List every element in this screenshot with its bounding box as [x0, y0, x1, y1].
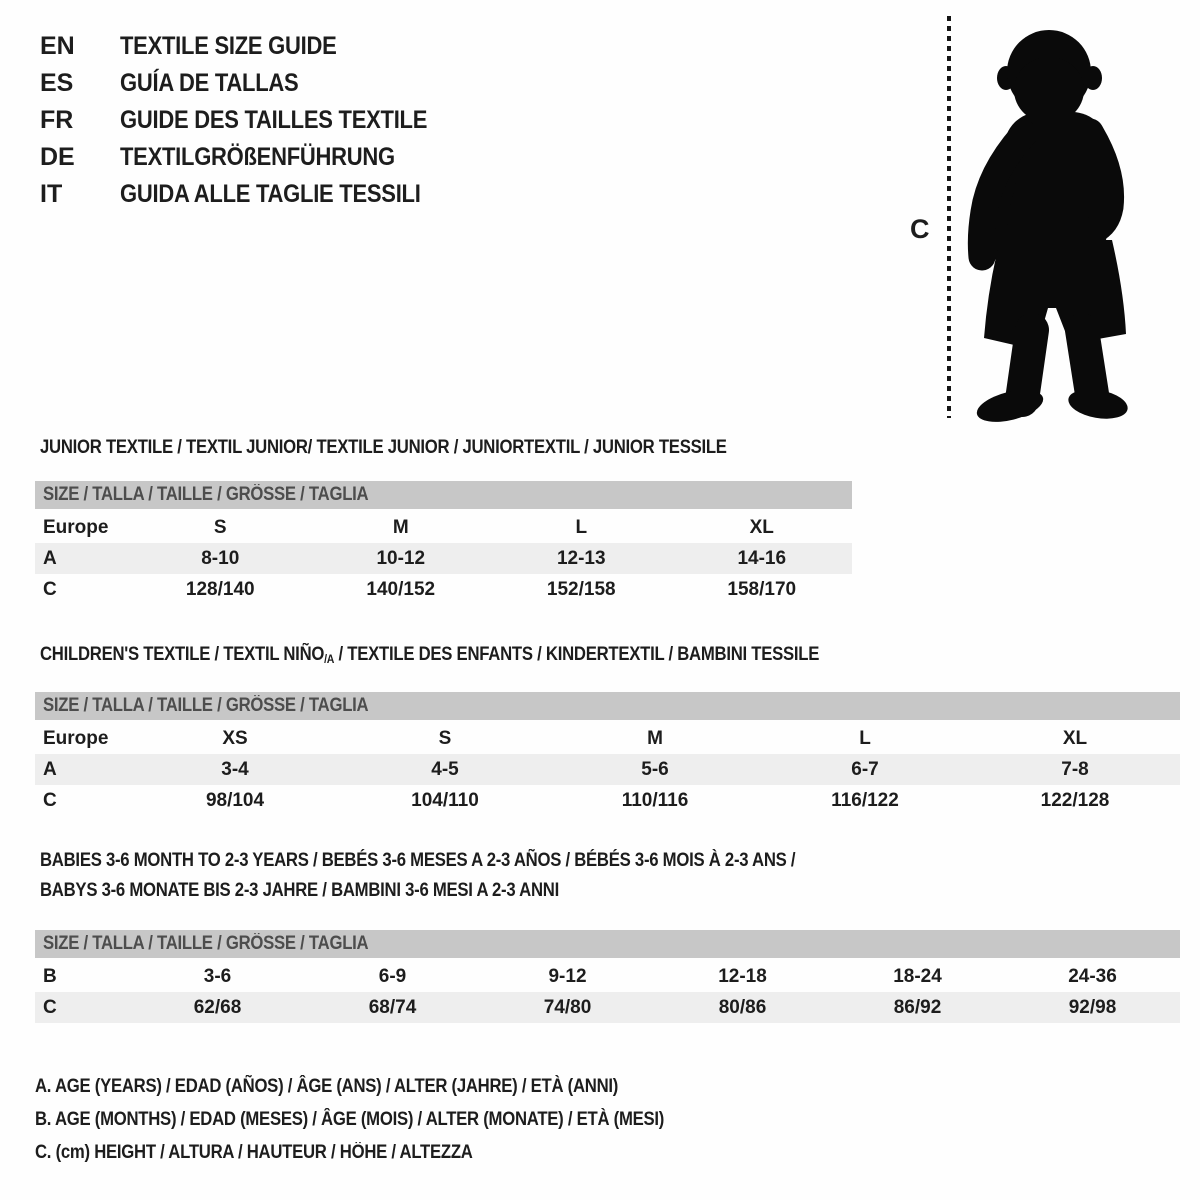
age-months-value: 6-9 — [378, 965, 407, 987]
height-value: 92/98 — [1068, 996, 1117, 1018]
height-value: 116/122 — [831, 789, 899, 811]
age-value: 10-12 — [376, 547, 426, 569]
row-label: A — [43, 758, 57, 780]
junior-size-header-bar: SIZE / TALLA / TAILLE / GRÖSSE / TAGLIA — [35, 481, 852, 509]
height-value: 140/152 — [366, 578, 436, 600]
height-value: 152/158 — [546, 578, 616, 600]
legend-line-c: C. (cm) HEIGHT / ALTURA / HAUTEUR / HÖHE / ALTEZZA — [35, 1142, 473, 1163]
height-value: 128/140 — [185, 578, 255, 600]
height-label: C — [910, 214, 930, 244]
babies-section-heading: BABIES 3-6 MONTH TO 2-3 YEARS / BEBÉS 3-6 MESES A 2-3 AÑOS / BÉBÉS 3-6 MOIS À 2-3 ANS / BABYS 3-6 MONATE BIS 2-3 JAHRE / BAMBINI 3-6 MESI A 2-3 ANNI — [40, 850, 796, 901]
age-months-value: 12-18 — [718, 965, 767, 987]
babies-textile-section — [35, 846, 1180, 1023]
row-label: C — [43, 996, 57, 1018]
height-dashed-line — [947, 16, 951, 418]
table-row — [35, 754, 1180, 785]
language-row-fr — [40, 102, 469, 139]
age-value: 14-16 — [737, 547, 787, 569]
junior-section-heading: JUNIOR TEXTILE / TEXTIL JUNIOR/ TEXTILE JUNIOR / JUNIORTEXTIL / JUNIOR TESSILE — [40, 437, 727, 458]
table-row — [35, 961, 1180, 992]
legend-line-b: B. AGE (MONTHS) / EDAD (MESES) / ÂGE (MOIS) / ALTER (MONATE) / ETÀ (MESI) — [35, 1109, 665, 1130]
babies-size-header-bar: SIZE / TALLA / TAILLE / GRÖSSE / TAGLIA — [35, 930, 1180, 958]
children-textile-section — [35, 644, 1180, 816]
language-title: GUIDA ALLE TAGLIE TESSILI — [120, 180, 421, 208]
table-row — [35, 543, 852, 574]
language-row-it — [40, 176, 469, 213]
size-value: S — [213, 516, 227, 538]
height-value: 110/116 — [621, 789, 689, 811]
height-value: 80/86 — [718, 996, 767, 1018]
age-months-value: 24-36 — [1068, 965, 1117, 987]
height-value: 62/68 — [193, 996, 242, 1018]
language-row-en — [40, 28, 469, 65]
junior-textile-section — [35, 437, 852, 605]
children-size-header-bar: SIZE / TALLA / TAILLE / GRÖSSE / TAGLIA — [35, 692, 1180, 720]
row-label: Europe — [43, 516, 109, 538]
table-row — [35, 723, 1180, 754]
age-value: 5-6 — [641, 758, 669, 780]
table-row — [35, 785, 1180, 816]
language-title: TEXTILE SIZE GUIDE — [120, 32, 337, 60]
row-label: Europe — [43, 727, 109, 749]
language-row-de — [40, 139, 469, 176]
language-title-list — [40, 28, 469, 213]
age-value: 7-8 — [1061, 758, 1089, 780]
size-value: S — [438, 727, 452, 749]
size-value: L — [859, 727, 871, 749]
language-code: ES — [40, 69, 74, 97]
size-value: M — [647, 727, 663, 749]
size-value: L — [575, 516, 588, 538]
language-title: GUIDE DES TAILLES TEXTILE — [120, 106, 428, 134]
age-value: 12-13 — [556, 547, 606, 569]
height-value: 74/80 — [543, 996, 592, 1018]
nino-a-subscript: /A — [324, 652, 335, 666]
size-value: XS — [222, 727, 248, 749]
height-value: 158/170 — [727, 578, 797, 600]
age-value: 8-10 — [201, 547, 240, 569]
height-value: 68/74 — [368, 996, 417, 1018]
language-row-es — [40, 65, 469, 102]
height-value: 122/128 — [1040, 789, 1110, 811]
row-label: C — [43, 789, 57, 811]
table-row — [35, 992, 1180, 1023]
age-months-value: 18-24 — [893, 965, 942, 987]
language-code: IT — [40, 180, 63, 208]
legend — [35, 1070, 750, 1169]
height-value: 98/104 — [205, 789, 265, 811]
children-section-heading: CHILDREN'S TEXTILE / TEXTIL NIÑO/A / TEXTILE DES ENFANTS / KINDERTEXTIL / BAMBINI TESSILE — [40, 644, 820, 666]
age-months-value: 9-12 — [548, 965, 587, 987]
language-title: GUÍA DE TALLAS — [120, 69, 299, 97]
age-months-value: 3-6 — [203, 965, 232, 987]
language-code: FR — [40, 106, 74, 134]
legend-line-a: A. AGE (YEARS) / EDAD (AÑOS) / ÂGE (ANS) / ALTER (JAHRE) / ETÀ (ANNI) — [35, 1076, 619, 1097]
row-label: B — [43, 965, 57, 987]
height-value: 104/110 — [411, 789, 479, 811]
size-value: XL — [1062, 727, 1088, 749]
age-value: 3-4 — [221, 758, 249, 780]
row-label: A — [43, 547, 57, 569]
table-row — [35, 512, 852, 543]
age-value: 4-5 — [431, 758, 459, 780]
table-row — [35, 574, 852, 605]
size-value: M — [392, 516, 409, 538]
size-value: XL — [749, 516, 774, 538]
height-value: 86/92 — [893, 996, 942, 1018]
language-code: EN — [40, 32, 75, 60]
language-code: DE — [40, 143, 75, 171]
toddler-silhouette-icon — [952, 12, 1142, 422]
language-title: TEXTILGRÖßENFÜHRUNG — [120, 143, 395, 171]
row-label: C — [43, 578, 57, 600]
age-value: 6-7 — [851, 758, 879, 780]
